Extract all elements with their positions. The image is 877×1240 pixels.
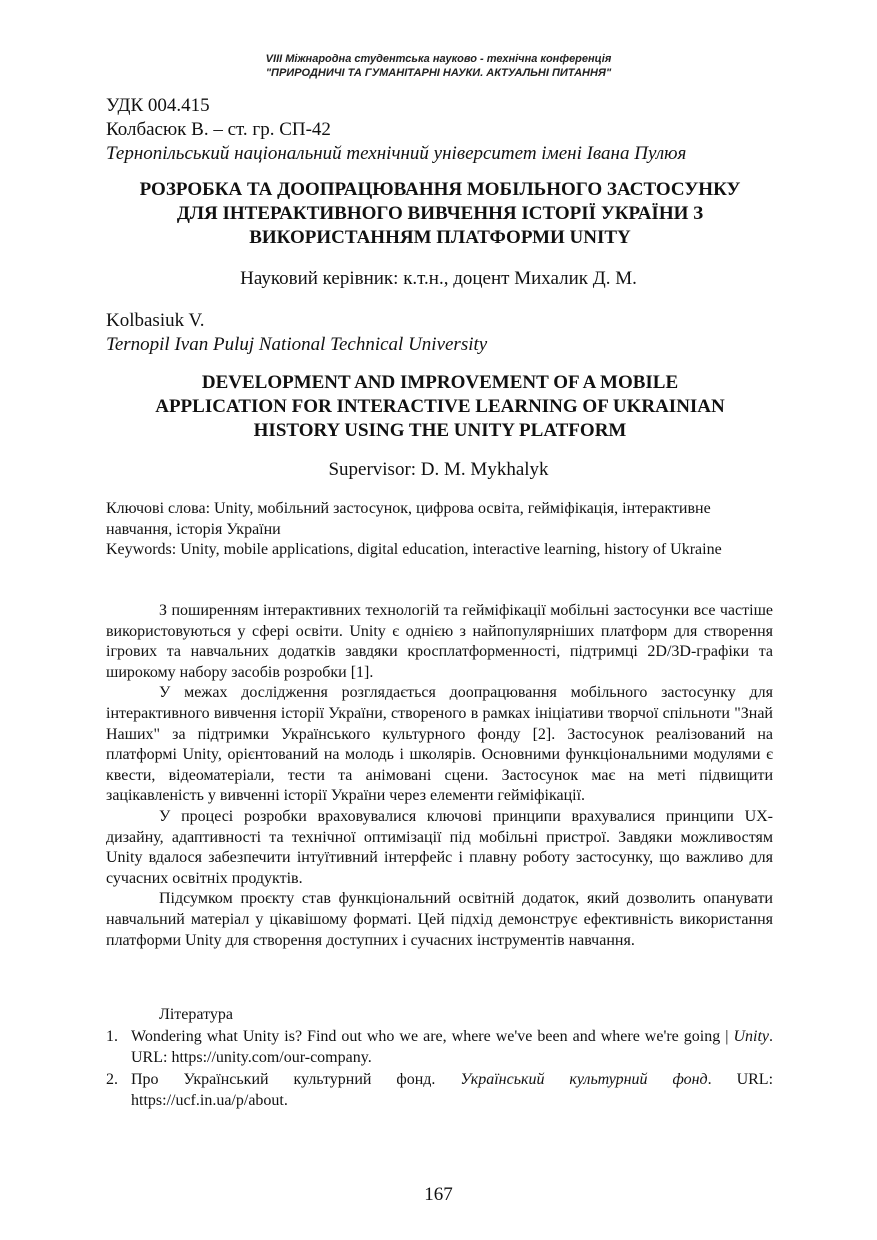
reference-item (106, 1070, 773, 1111)
supervisor-en: Supervisor: D. M. Mykhalyk (328, 459, 549, 480)
title-en-line-3: HISTORY USING THE UNITY PLATFORM (253, 420, 627, 441)
paragraph-3: У процесі розробки враховувалися ключові принципи врахувалися принципи UX-дизайну, адаптивності та технічної оптимізації під мобільні пристрої. Завдяки можливостям Unity вдалося забезпечити інтуїтивний інтерфейс і плавну роботу застосунку, що важливо для сучасних освітніх продуктів. (106, 807, 773, 887)
affiliation-en: Ternopil Ivan Puluj National Technical University (106, 334, 488, 355)
reference-source: Український культурний фонд (460, 1071, 708, 1089)
affiliation-ua: Тернопільський національний технічний університет імені Івана Пулюя (106, 143, 687, 164)
references-list (106, 1027, 773, 1113)
title-en (90, 371, 790, 443)
supervisor-ua: Науковий керівник: к.т.н., доцент Михалик Д. М. (240, 268, 637, 289)
title-ua-line-2: ДЛЯ ІНТЕРАКТИВНОГО ВИВЧЕННЯ ІСТОРІЇ УКРАЇНИ З (176, 203, 704, 224)
title-ua-line-3: ВИКОРИСТАННЯМ ПЛАТФОРМИ UNITY (249, 227, 631, 248)
conference-header-line-2: "ПРИРОДНИЧІ ТА ГУМАНІТАРНІ НАУКИ. АКТУАЛЬНІ ПИТАННЯ" (265, 67, 612, 79)
paragraph-1: З поширенням інтерактивних технологій та гейміфікації мобільні застосунки все частіше використовуються у сфері освіти. Unity є однією з найпопулярніших платформ для створення ігрових та навчальних додатків завдяки кросплатформенності, підтримці 2D/3D-графіки та широкому набору засобів розробки [1]. (106, 602, 773, 681)
author-ua: Колбасюк В. – ст. гр. СП-42 (106, 119, 331, 140)
title-en-line-2: APPLICATION FOR INTERACTIVE LEARNING OF UKRAINIAN (155, 396, 725, 417)
reference-number: 1. (106, 1028, 118, 1045)
title-ua (90, 178, 790, 250)
reference-text: Про Український культурний фонд. (131, 1071, 461, 1089)
reference-number: 2. (106, 1071, 118, 1089)
keywords-ua: Ключові слова: Unity, мобільний застосунок, цифрова освіта, гейміфікація, інтерактивне навчання, історія України (106, 500, 711, 538)
udc-code: УДК 004.415 (106, 95, 210, 116)
reference-item (106, 1027, 773, 1068)
references-heading: Література (159, 1006, 233, 1023)
article-body (106, 601, 773, 951)
title-en-line-1: DEVELOPMENT AND IMPROVEMENT OF A MOBILE (201, 372, 679, 393)
paragraph-2: У межах дослідження розглядається доопрацювання мобільного застосунку для інтерактивного вивчення історії України, створеного в рамках ініціативи творчої спільноти "Знай Наших" за підтримки Українського культурного фонду [2]. Застосунок реалізований на платформі Unity, орієнтований на молодь і школярів. Основними функціональними модулями є квести, відеоматеріали, тести та анімовані сцени. Застосунок має на меті підвищити зацікавленість у вивченні історії України через елементи гейміфікації. (106, 684, 773, 805)
reference-url: . URL: https://ucf.in.ua/p/about. (131, 1071, 774, 1109)
title-ua-line-1: РОЗРОБКА ТА ДООПРАЦЮВАННЯ МОБІЛЬНОГО ЗАСТОСУНКУ (139, 179, 741, 200)
reference-source: Unity (733, 1028, 769, 1045)
conference-header-line-1: VIII Міжнародна студентська науково - технічна конференція (265, 53, 612, 65)
paragraph-4: Підсумком проєкту став функціональний освітній додаток, який дозволить опанувати навчальний матеріал у цікавішому форматі. Цей підхід демонструє ефективність використання платформи Unity для створення доступних і сучасних інструментів навчання. (106, 890, 773, 949)
reference-url: . URL: https://unity.com/our-company. (131, 1028, 773, 1066)
page-number: 167 (424, 1184, 453, 1205)
author-en: Kolbasiuk V. (106, 310, 205, 331)
reference-text: Wondering what Unity is? Find out who we are, where we've been and where we're going | (131, 1028, 734, 1045)
keywords-en: Keywords: Unity, mobile applications, digital education, interactive learning, history of Ukraine (106, 541, 722, 558)
